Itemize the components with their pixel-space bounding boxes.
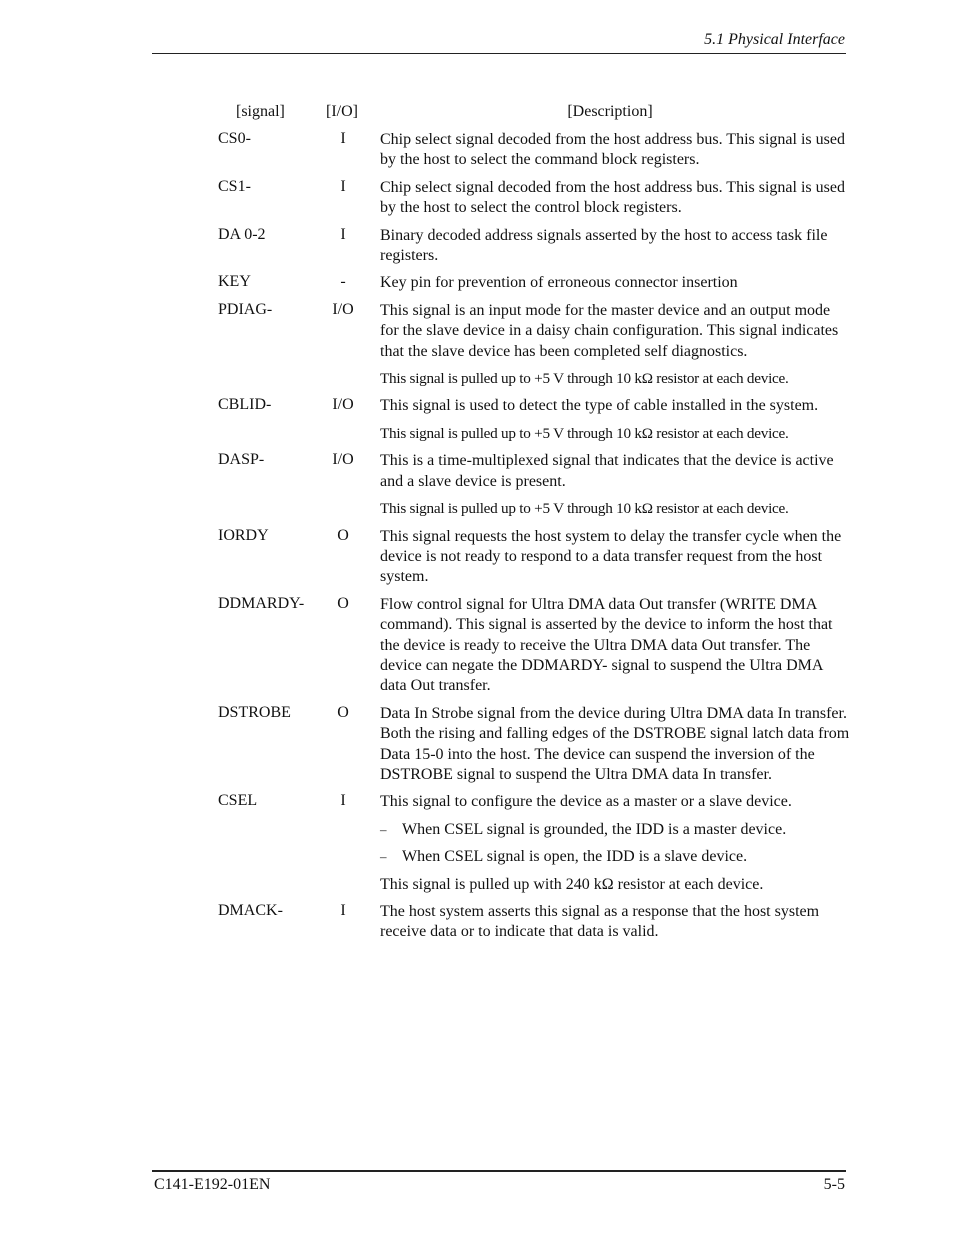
document-id: C141-E192-01EN bbox=[154, 1176, 271, 1193]
description-paragraph: The host system asserts this signal as a response that the host system receive data or to indicate that data is valid. bbox=[380, 903, 820, 941]
signal-description bbox=[380, 792, 850, 895]
signal-name: DSTROBE bbox=[218, 703, 291, 721]
signal-io: I bbox=[340, 225, 346, 243]
signal-io: I/O bbox=[332, 300, 354, 318]
signal-io: I bbox=[340, 130, 346, 147]
signal-description bbox=[380, 527, 850, 588]
table-row bbox=[218, 595, 846, 697]
signal-io: O bbox=[337, 594, 349, 612]
signal-io: I bbox=[340, 902, 346, 919]
signal-name: PDIAG- bbox=[218, 300, 273, 318]
signal-table bbox=[218, 103, 850, 950]
table-row bbox=[218, 527, 846, 588]
signal-name: CSEL bbox=[218, 792, 258, 810]
table-row bbox=[218, 301, 846, 390]
signal-name: DA 0-2 bbox=[218, 225, 266, 243]
pullup-note: This signal is pulled up to +5 V through 10 kΩ resistor at each device. bbox=[380, 424, 789, 442]
signal-description bbox=[380, 273, 850, 293]
description-paragraph: This is a time-multiplexed signal that indicates that the device is active and a slave device is present. bbox=[380, 452, 834, 490]
table-row bbox=[218, 178, 846, 219]
table-row bbox=[218, 396, 846, 444]
signal-io: I/O bbox=[332, 451, 354, 469]
bullet-text: When CSEL signal is open, the IDD is a slave device. bbox=[402, 848, 748, 866]
bullet-dash: – bbox=[380, 821, 387, 837]
signal-name: DMACK- bbox=[218, 902, 283, 919]
description-paragraph: Flow control signal for Ultra DMA data Out transfer (WRITE DMA command). This signal is asserted by the device to inform the host that the device is ready to receive the Ultra DMA data Out transfer. The device can negate the DDMARDY- signal to suspend the Ultra DMA data Out transfer. bbox=[380, 595, 833, 695]
signal-name: DASP- bbox=[218, 451, 265, 469]
table-row bbox=[218, 792, 846, 895]
signal-description bbox=[380, 301, 850, 390]
running-header: 5.1 Physical Interface bbox=[704, 31, 845, 48]
signal-name: KEY bbox=[218, 273, 251, 291]
pullup-note: This signal is pulled up to +5 V through 10 kΩ resistor at each device. bbox=[380, 370, 789, 388]
signal-name: DDMARDY- bbox=[218, 594, 305, 612]
signal-description bbox=[380, 178, 850, 219]
table-row bbox=[218, 130, 846, 171]
signal-description bbox=[380, 595, 850, 697]
signal-io: O bbox=[337, 526, 349, 544]
description-paragraph: Binary decoded address signals asserted by the host to access task file registers. bbox=[380, 226, 828, 265]
description-paragraph: This signal is used to detect the type of cable installed in the system. bbox=[380, 397, 819, 415]
page-number: 5-5 bbox=[823, 1176, 845, 1193]
description-paragraph: This signal to configure the device as a master or a slave device. bbox=[380, 793, 792, 811]
table-row bbox=[218, 451, 846, 519]
signal-description bbox=[380, 396, 850, 444]
signal-io: I bbox=[340, 792, 346, 810]
header-io: [I/O] bbox=[326, 103, 358, 120]
signal-io: - bbox=[340, 273, 346, 291]
column-headers bbox=[218, 103, 846, 130]
bullet-text: When CSEL signal is grounded, the IDD is a master device. bbox=[402, 820, 787, 838]
signal-description bbox=[380, 451, 850, 519]
table-row bbox=[218, 703, 850, 786]
pullup-note: This signal is pulled up to +5 V through 10 kΩ resistor at each device. bbox=[380, 500, 789, 518]
table-row bbox=[218, 226, 846, 267]
signal-io: I bbox=[340, 177, 346, 195]
header-rule bbox=[152, 53, 846, 54]
bullet-item bbox=[380, 820, 850, 840]
description-paragraph: This signal requests the host system to delay the transfer cycle when the device is not ready to respond to a data transfer request from the host system. bbox=[380, 527, 842, 586]
table-row bbox=[218, 902, 846, 943]
table-row bbox=[218, 273, 846, 293]
bullet-item bbox=[380, 847, 850, 867]
description-paragraph: Chip select signal decoded from the host address bus. This signal is used by the host to select the control block registers. bbox=[380, 178, 845, 217]
signal-io: I/O bbox=[332, 396, 354, 414]
description-paragraph: This signal is pulled up with 240 kΩ resistor at each device. bbox=[380, 875, 764, 893]
signal-name: CS1- bbox=[218, 177, 251, 195]
signal-description bbox=[380, 130, 850, 171]
description-paragraph: Data In Strobe signal from the device during Ultra DMA data In transfer. Both the rising and falling edges of the DSTROBE signal latch data from Data 15-0 into the host. The device can suspend the inversion of the DSTROBE signal to suspend the Ultra DMA data In transfer. bbox=[380, 704, 850, 783]
signal-name: IORDY bbox=[218, 526, 269, 544]
bullet-dash: – bbox=[380, 849, 387, 865]
signal-description bbox=[380, 226, 850, 267]
signal-description bbox=[380, 704, 850, 786]
signal-io: O bbox=[337, 703, 349, 721]
header-description: [Description] bbox=[567, 103, 653, 120]
signal-name: CBLID- bbox=[218, 396, 272, 414]
description-paragraph: Key pin for prevention of erroneous connector insertion bbox=[380, 274, 738, 292]
footer-rule bbox=[152, 1170, 846, 1172]
signal-name: CS0- bbox=[218, 130, 251, 147]
header-signal: [signal] bbox=[236, 103, 285, 120]
signal-rows bbox=[218, 130, 850, 943]
description-paragraph: Chip select signal decoded from the host address bus. This signal is used by the host to select the command block registers. bbox=[380, 131, 845, 169]
signal-description bbox=[380, 902, 850, 943]
description-paragraph: This signal is an input mode for the master device and an output mode for the slave device in a daisy chain configuration. This signal indicates that the slave device has been completed self diagnostics. bbox=[380, 301, 839, 360]
